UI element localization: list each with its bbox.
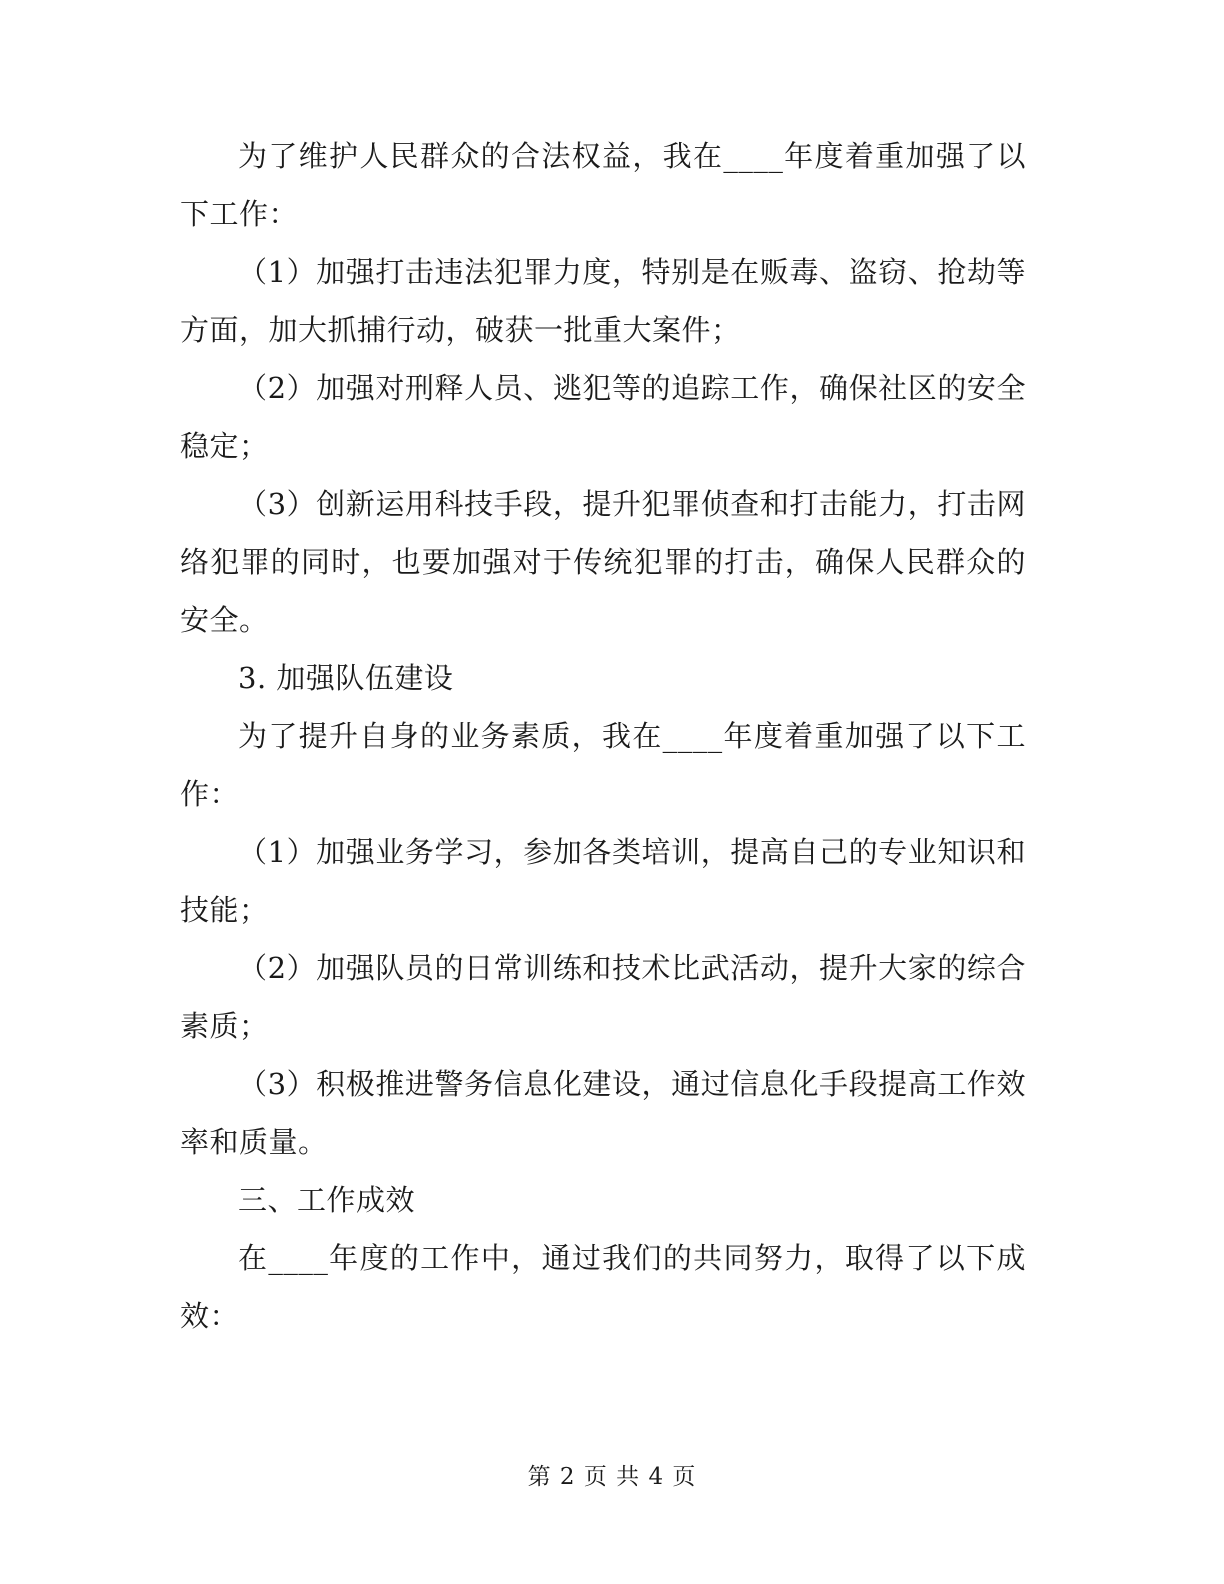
section-heading-team-building: 3. 加强队伍建设 <box>238 661 454 695</box>
paragraph-results-intro: 在____年度的工作中，通过我们的共同努力，取得了以下成效： <box>180 1241 1026 1333</box>
paragraph-item-1-crackdown: （1）加强打击违法犯罪力度，特别是在贩毒、盗窃、抢劫等方面，加大抓捕行动，破获一批重大案件； <box>180 255 1026 347</box>
paragraph-item-2-tracking: （2）加强对刑释人员、逃犯等的追踪工作，确保社区的安全稳定； <box>180 371 1026 463</box>
section-heading-results: 三、工作成效 <box>238 1183 416 1217</box>
paragraph-item-3-informatization: （3）积极推进警务信息化建设，通过信息化手段提高工作效率和质量。 <box>180 1067 1026 1159</box>
paragraph-item-1-training: （1）加强业务学习，参加各类培训，提高自己的专业知识和技能； <box>180 835 1026 927</box>
page-number-footer: 第 2 页 共 4 页 <box>527 1464 697 1490</box>
paragraph-item-3-technology: （3）创新运用科技手段，提升犯罪侦查和打击能力，打击网络犯罪的同时，也要加强对于传统犯罪的打击，确保人民群众的安全。 <box>180 487 1026 637</box>
paragraph-intro-quality: 为了提升自身的业务素质，我在____年度着重加强了以下工作： <box>180 719 1026 811</box>
paragraph-item-2-drills: （2）加强队员的日常训练和技术比武活动，提升大家的综合素质； <box>180 951 1026 1043</box>
document-body <box>180 127 1026 1345</box>
paragraph-intro-rights: 为了维护人民群众的合法权益，我在____年度着重加强了以下工作： <box>180 139 1026 231</box>
